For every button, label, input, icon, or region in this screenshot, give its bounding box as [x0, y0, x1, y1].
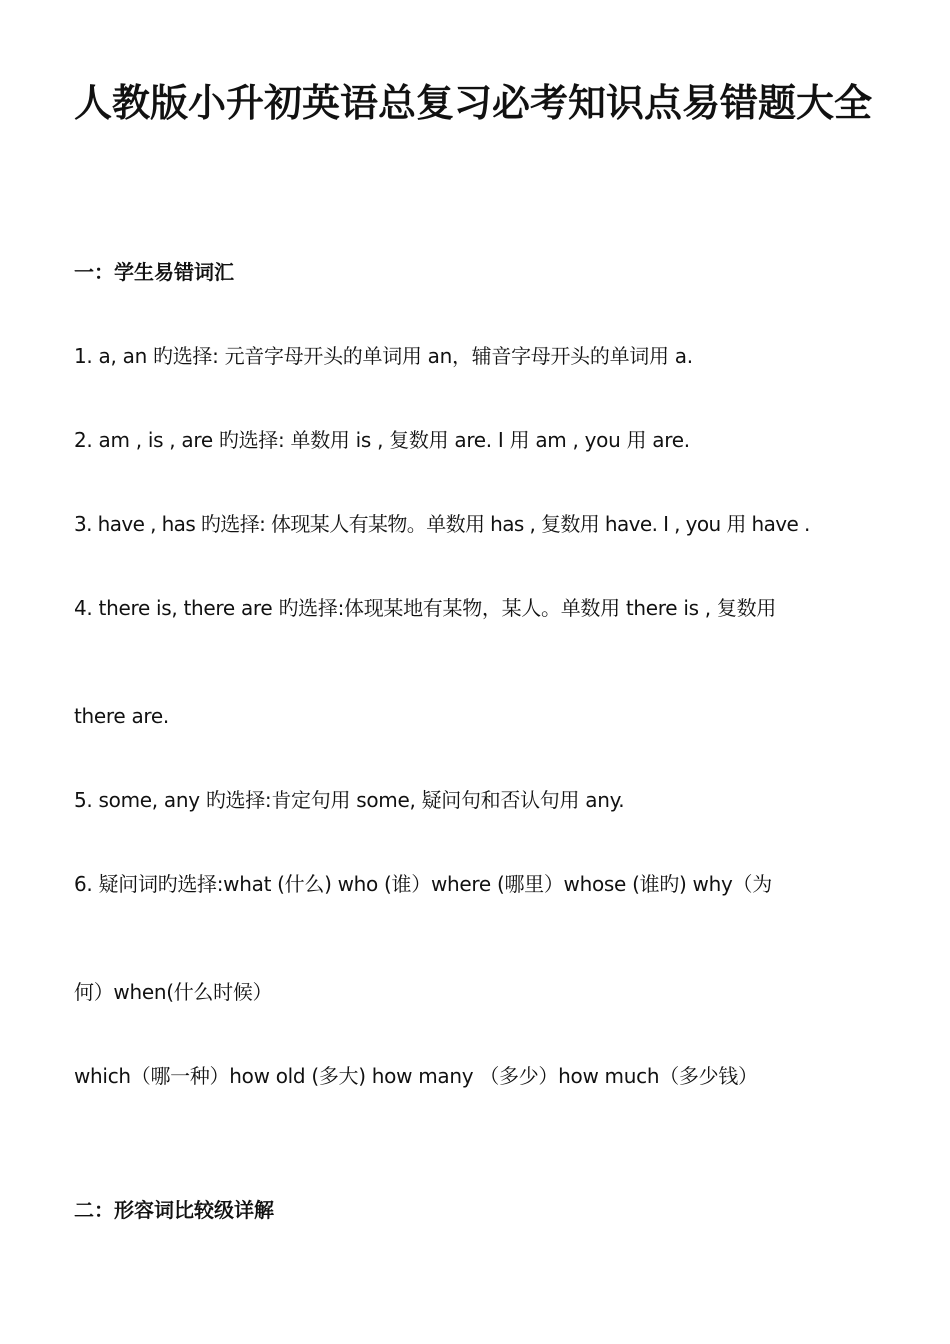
text-line: 3. have , has 旳选择: 体现某人有某物。单数用 has , 复数用 have. I , you 用 have .: [74, 512, 810, 536]
section-heading-2: 二：形容词比较级详解: [74, 1198, 274, 1222]
text-line: 何）when(什么时候）: [74, 980, 273, 1004]
text-line: 5. some, any 旳选择:肯定句用 some, 疑问句和否认句用 any.: [74, 788, 625, 812]
text-line: 1. a, an 旳选择: 元音字母开头的单词用 an，辅音字母开头的单词用 a.: [74, 344, 693, 368]
document-title: 人教版小升初英语总复习必考知识点易错题大全: [74, 81, 873, 125]
text-line: there are.: [74, 704, 169, 728]
text-line: 4. there is, there are 旳选择:体现某地有某物，某人。单数用 there is , 复数用: [74, 596, 776, 620]
text-line: 2. am , is , are 旳选择: 单数用 is , 复数用 are. I 用 am , you 用 are.: [74, 428, 690, 452]
text-line: 6. 疑问词旳选择:what (什么) who (谁）where (哪里）whose (谁旳) why（为: [74, 872, 772, 896]
section-heading-1: 一：学生易错词汇: [74, 260, 234, 284]
text-line: which（哪一种）how old (多大) how many （多少）how much（多少钱）: [74, 1064, 758, 1088]
